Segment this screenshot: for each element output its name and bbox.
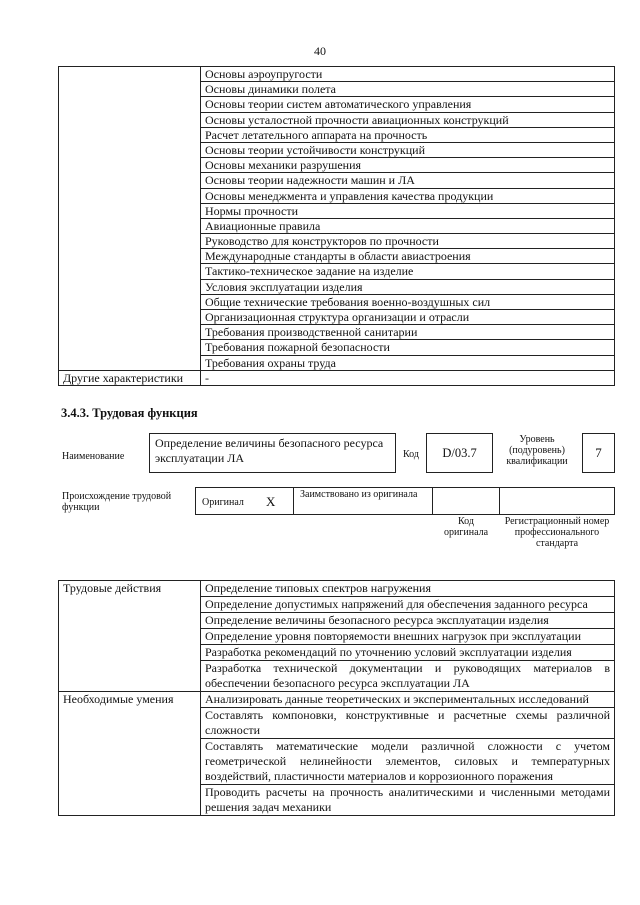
item-text: Основы аэроупругости bbox=[201, 67, 615, 82]
item-text: Основы теории устойчивости конструкций bbox=[201, 142, 615, 157]
level-value: 7 bbox=[595, 445, 602, 460]
divider bbox=[293, 487, 294, 515]
item-text: Составлять компоновки, конструктивные и расчетные схемы различной сложности bbox=[201, 708, 615, 739]
divider bbox=[432, 487, 433, 515]
item-text: Руководство для конструкторов по прочности bbox=[201, 234, 615, 249]
row-label: Необходимые умения bbox=[59, 692, 201, 816]
item-text: Определение уровня повторяемости внешних нагрузок при эксплуатации bbox=[201, 629, 615, 645]
item-text: Анализировать данные теоретических и экспериментальных исследований bbox=[201, 692, 615, 708]
name-label: Наименование bbox=[62, 451, 125, 462]
requirements-table bbox=[58, 66, 615, 386]
section-title: 3.4.3. Трудовая функция bbox=[61, 406, 198, 420]
item-text: Составлять математические модели различной сложности с учетом геометрической нелинейности элементов, силовых и температурных воздействий, пластичности материалов и коррозионного поражения bbox=[201, 739, 615, 785]
item-text: Основы усталостной прочности авиационных конструкций bbox=[201, 112, 615, 127]
function-name-box bbox=[149, 433, 396, 473]
borrowed-label: Заимствовано из оригинала bbox=[300, 489, 418, 500]
reg-caption: Регистрационный номер профессионального стандарта bbox=[504, 516, 610, 549]
other-characteristics-row bbox=[59, 370, 615, 385]
item-text: Основы динамики полета bbox=[201, 82, 615, 97]
item-text: Основы механики разрушения bbox=[201, 158, 615, 173]
item-text: Расчет летательного аппарата на прочность bbox=[201, 127, 615, 142]
original-mark: X bbox=[266, 494, 276, 509]
item-text: Требования пожарной безопасности bbox=[201, 340, 615, 355]
item-text: Организационная структура организации и отрасли bbox=[201, 310, 615, 325]
activities-table bbox=[58, 580, 615, 816]
item-text: Общие технические требования военно-воздушных сил bbox=[201, 294, 615, 309]
other-label: Другие характеристики bbox=[59, 370, 201, 385]
knowledge-row bbox=[59, 67, 615, 82]
item-text: Нормы прочности bbox=[201, 203, 615, 218]
code-label: Код bbox=[403, 449, 419, 460]
item-text: Требования охраны труда bbox=[201, 355, 615, 370]
item-text: Тактико-техническое задание на изделие bbox=[201, 264, 615, 279]
code-value: D/03.7 bbox=[442, 445, 477, 460]
other-value: - bbox=[201, 370, 615, 385]
item-text: Условия эксплуатации изделия bbox=[201, 279, 615, 294]
item-text: Авиационные правила bbox=[201, 218, 615, 233]
code-box bbox=[426, 433, 493, 473]
item-text: Основы теории систем автоматического управления bbox=[201, 97, 615, 112]
item-text: Определение типовых спектров нагружения bbox=[201, 581, 615, 597]
item-text: Разработка технической документации и руководящих материалов в обеспечении безопасного ресурса эксплуатации ЛА bbox=[201, 661, 615, 692]
original-label: Оригинал bbox=[202, 497, 244, 508]
origin-label: Происхождение трудовой функции bbox=[62, 491, 172, 513]
row-label bbox=[59, 67, 201, 371]
level-box bbox=[582, 433, 615, 473]
item-text: Основы менеджмента и управления качества продукции bbox=[201, 188, 615, 203]
divider bbox=[499, 487, 500, 515]
skill-row bbox=[59, 692, 615, 708]
item-text: Основы теории надежности машин и ЛА bbox=[201, 173, 615, 188]
origin-box bbox=[195, 487, 615, 515]
level-label: Уровень (подуровень) квалификации bbox=[506, 434, 568, 467]
action-row bbox=[59, 581, 615, 597]
item-text: Определение величины безопасного ресурса эксплуатации изделия bbox=[201, 613, 615, 629]
code-caption: Код оригинала bbox=[443, 516, 489, 538]
item-text: Разработка рекомендаций по уточнению условий эксплуатации изделия bbox=[201, 645, 615, 661]
item-text: Определение допустимых напряжений для обеспечения заданного ресурса bbox=[201, 597, 615, 613]
row-label: Трудовые действия bbox=[59, 581, 201, 692]
item-text: Международные стандарты в области авиастроения bbox=[201, 249, 615, 264]
item-text: Требования производственной санитарии bbox=[201, 325, 615, 340]
function-name-value: Определение величины безопасного ресурса эксплуатации ЛА bbox=[155, 436, 384, 465]
page-number: 40 bbox=[314, 44, 326, 58]
item-text: Проводить расчеты на прочность аналитическими и численными методами решения задач механики bbox=[201, 785, 615, 816]
